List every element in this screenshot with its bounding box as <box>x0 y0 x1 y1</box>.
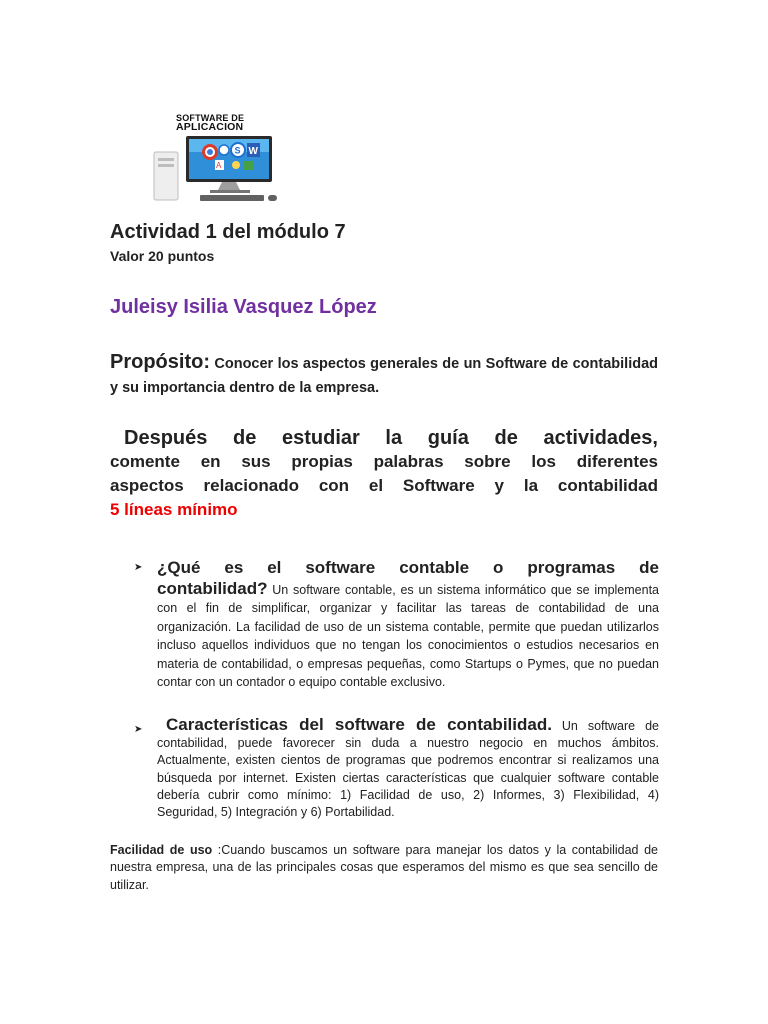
purpose-text: Conocer los aspectos generales de un Software de contabilidad y su importancia dentro de la empresa. <box>110 356 659 396</box>
purpose-paragraph <box>110 350 658 400</box>
ease-of-use-paragraph <box>110 842 658 894</box>
svg-text:S: S <box>234 145 241 156</box>
instruction-block <box>110 426 658 522</box>
instruction-line-3: aspectos relacionado con el Software y la contabilidad <box>110 476 658 495</box>
arrowhead-bullet-icon: ➤ <box>134 724 143 735</box>
question-1-answer: Un software contable, es un sistema informático que se implementa con el fin de simplificar, organizar y facilitar las tareas de contabilidad de una organización. La facilidad de uso de un sistema contable, permite que puedan utilizarlos incluso aquellos individuos que no tengan los conocimientos o estudios necesarios en materia de contabilidad, o empresas pequeñas, como Startups o Pymes, que no puedan contar con un contador o equipo contable exclusivo. <box>157 583 659 690</box>
question-1-heading-part2: contabilidad? <box>157 579 268 598</box>
question-2-answer: Un software de contabilidad, puede favorecer sin duda a nuestro negocio en muchos ámbitos. Actualmente, existen cientos de programas que podremos encontrar si realizamos una búsqueda por internet. Existen ciertas características que cualquier software contable debería cubrir como mínimo: 1) Facilidad de uso, 2) Informes, 3) Flexibilidad, 4) Seguridad, 5) Integración y 6) Portabilidad. <box>157 719 659 820</box>
question-2 <box>157 716 659 821</box>
question-1-heading-part1: ¿Qué es el software contable o programas de <box>157 558 659 577</box>
ease-of-use-label: Facilidad de uso <box>110 843 213 857</box>
author-name: Juleisy Isilia Vasquez López <box>110 296 377 318</box>
arrowhead-bullet-icon: ➤ <box>134 562 143 573</box>
instruction-requirement: 5 líneas mínimo <box>110 500 238 519</box>
ease-of-use-text: :Cuando buscamos un software para manejar los datos y la contabilidad de nuestra empresa, una de las principales cosas que esperamos del mismo es que sea sencillo de utilizar. <box>110 843 658 892</box>
svg-text:W: W <box>248 146 258 157</box>
question-2-heading: Características del software de contabilidad. <box>166 715 552 734</box>
instruction-line-1: Después de estudiar la guía de actividades, <box>124 427 658 449</box>
page-subtitle: Valor 20 puntos <box>110 248 215 264</box>
purpose-label: Propósito: <box>110 351 210 373</box>
logo-title-line1: SOFTWARE DE <box>176 113 245 123</box>
instruction-line-2: comente en sus propias palabras sobre los diferentes <box>110 452 658 471</box>
computer-monitor-icon <box>152 112 288 204</box>
software-logo <box>152 112 288 204</box>
question-1 <box>157 556 659 691</box>
svg-text:A: A <box>216 161 222 170</box>
page-title: Actividad 1 del módulo 7 <box>110 221 346 243</box>
logo-title-line2: APLICACION <box>176 121 244 133</box>
